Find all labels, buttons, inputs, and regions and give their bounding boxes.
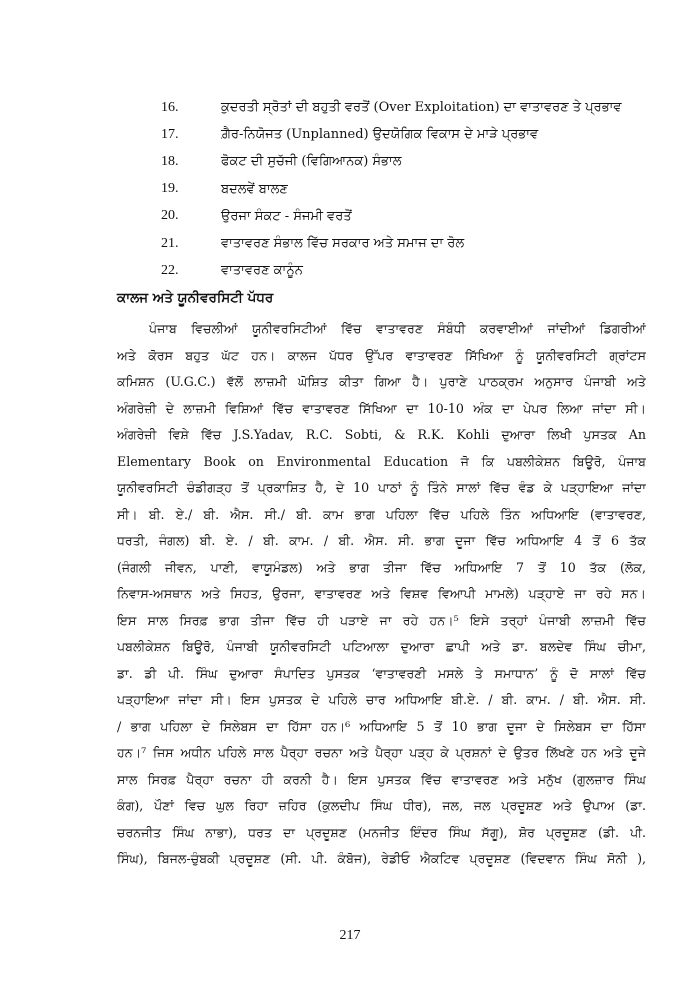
paragraph-line: ਅਤੇ ਕੋਰਸ ਬਹੁਤ ਘੱਟ ਹਨ। ਕਾਲਜ ਪੱਧਰ ਉੱਪਰ ਵਾਤਾਵਰਣ ਸਿੱਖਿਆ ਨੂੰ ਯੂਨੀਵਰਸਿਟੀ ਗ੍ਰਾਂਟਸ <box>117 347 646 363</box>
paragraph-line: ਯੂਨੀਵਰਸਿਟੀ ਚੰਡੀਗੜ੍ਹ ਤੋਂ ਪ੍ਰਕਾਸ਼ਿਤ ਹੈ, ਦੇ 10 ਪਾਠਾਂ ਨੂੰ ਤਿੰਨੇ ਸਾਲਾਂ ਵਿੱਚ ਵੰਡ ਕੇ ਪੜ੍ਹਾਇਆ ਜਾਂਦਾ <box>117 480 646 495</box>
list-item-number: 22. <box>161 262 179 278</box>
list-item-text: ਵਾਤਾਵਰਣ ਕਾਨੂੰਨ <box>221 263 303 279</box>
paragraph-line: ਕਮਿਸ਼ਨ (U.G.C.) ਵੱਲੋਂ ਲਾਜ਼ਮੀ ਘੋਸ਼ਿਤ ਕੀਤਾ ਗਿਆ ਹੈ। ਪੁਰਾਣੇ ਪਾਠਕ੍ਰਮ ਅਨੁਸਾਰ ਪੰਜਾਬੀ ਅਤੇ <box>117 374 646 389</box>
list-item-text: ਉਰਜਾ ਸੰਕਟ - ਸੰਜਮੀ ਵਰਤੋਂ <box>221 208 352 224</box>
list-item-text: ਗ਼ੈਰ-ਨਿਯੋਜਤ (Unplanned) ਉਦਯੋਗਿਕ ਵਿਕਾਸ ਦੇ ਮਾੜੇ ਪ੍ਰਭਾਵ <box>221 127 539 143</box>
paragraph-line: Elementary Book on Environmental Education ਜੋ ਕਿ ਪਬਲੀਕੇਸ਼ਨ ਬਿਊਰੋ, ਪੰਜਾਬ <box>117 453 646 469</box>
paragraph-line: ਅੰਗਰੇਜ਼ੀ ਵਿਸ਼ੇ ਵਿੱਚ J.S.Yadav, R.C. Sobti, & R.K. Kohli ਦੁਆਰਾ ਲਿਖੀ ਪੁਸਤਕ An <box>117 427 646 442</box>
list-item-text: ਬਦਲਵੇਂ ਬਾਲਣ <box>221 181 288 197</box>
paragraph-line: ਪੰਜਾਬ ਵਿਚਲੀਆਂ ਯੂਨੀਵਰਸਿਟੀਆਂ ਵਿੱਚ ਵਾਤਾਵਰਣ ਸੰਬੰਧੀ ਕਰਵਾਈਆਂ ਜਾਂਦੀਆਂ ਡਿਗਰੀਆਂ <box>149 321 646 336</box>
list-item <box>128 148 648 175</box>
paragraph-line: ਡਾ. ਡੀ ਪੀ. ਸਿੰਘ ਦੁਆਰਾ ਸੰਪਾਦਿਤ ਪੁਸਤਕ ‘ਵਾਤਾਵਰਣੀ ਮਸਲੇ ਤੇ ਸਮਾਧਾਨ’ ਨੂੰ ਦੋ ਸਾਲਾਂ ਵਿੱਚ <box>117 665 646 681</box>
list-item-number: 20. <box>161 208 179 224</box>
list-item <box>128 121 648 148</box>
list-item-number: 18. <box>161 153 179 169</box>
paragraph-line: (ਜੰਗਲੀ ਜੀਵਨ, ਪਾਣੀ, ਵਾਯੂਮੰਡਲ) ਅਤੇ ਭਾਗ ਤੀਜਾ ਵਿੱਚ ਅਧਿਆਇ 7 ਤੋਂ 10 ਤੱਕ (ਲੋਕ, <box>117 559 646 575</box>
list-item-number: 19. <box>161 181 179 197</box>
paragraph-line: ਇਸ ਸਾਲ ਸਿਰਫ਼ ਭਾਗ ਤੀਜਾ ਵਿੱਚ ਹੀ ਪੜਾਏ ਜਾ ਰਹੇ ਹਨ।⁵ ਇਸੇ ਤਰ੍ਹਾਂ ਪੰਜਾਬੀ ਲਾਜ਼ਮੀ ਵਿੱਚ <box>117 612 646 628</box>
list-item <box>128 230 648 257</box>
paragraph-line: ਧਰਤੀ, ਜੰਗਲ) ਬੀ. ਏ. / ਬੀ. ਕਾਮ. / ਬੀ. ਐਸ. ਸੀ. ਭਾਗ ਦੂਜਾ ਵਿੱਚ ਅਧਿਆਇ 4 ਤੋਂ 6 ਤੱਕ <box>117 533 646 548</box>
paragraph-line: ਸੀ। ਬੀ. ਏ./ ਬੀ. ਐਸ. ਸੀ./ ਬੀ. ਕਾਮ ਭਾਗ ਪਹਿਲਾ ਵਿੱਚ ਪਹਿਲੇ ਤਿੰਨ ਅਧਿਆਇ (ਵਾਤਾਵਰਣ, <box>117 506 646 522</box>
list-item <box>128 257 648 284</box>
list-item-number: 16. <box>161 99 179 115</box>
paragraph-line: ਪੜ੍ਹਾਇਆ ਜਾਂਦਾ ਸੀ। ਇਸ ਪੁਸਤਕ ਦੇ ਪਹਿਲੇ ਚਾਰ ਅਧਿਆਇ ਬੀ.ਏ. / ਬੀ. ਕਾਮ. / ਬੀ. ਐਸ. ਸੀ. <box>117 692 646 707</box>
body-paragraph <box>117 316 646 873</box>
numbered-list <box>128 94 648 284</box>
list-item-text: ਵਾਤਾਵਰਣ ਸੰਭਾਲ ਵਿੱਚ ਸਰਕਾਰ ਅਤੇ ਸਮਾਜ ਦਾ ਰੋਲ <box>221 236 465 252</box>
paragraph-line: ਹਨ।⁷ ਜਿਸ ਅਧੀਨ ਪਹਿਲੇ ਸਾਲ ਪੈਰ੍ਹਾ ਰਚਨਾ ਅਤੇ ਪੈਰ੍ਹਾ ਪੜ੍ਹ ਕੇ ਪ੍ਰਸ਼ਨਾਂ ਦੇ ਉਤਰ ਲਿੱਖਣੇ ਹਨ ਅਤੇ ਦੂਜੇ <box>117 745 646 760</box>
paragraph-line: ਅੰਗਰੇਜ਼ੀ ਦੇ ਲਾਜ਼ਮੀ ਵਿਸ਼ਿਆਂ ਵਿੱਚ ਵਾਤਾਵਰਣ ਸਿੱਖਿਆ ਦਾ 10-10 ਅੰਕ ਦਾ ਪੇਪਰ ਲਿਆ ਜਾਂਦਾ ਸੀ। <box>117 400 646 416</box>
paragraph-line: ਸਿੰਘ), ਬਿਜਲ-ਚੁੰਬਕੀ ਪ੍ਰਦੂਸ਼ਣ (ਸੀ. ਪੀ. ਕੰਬੋਜ), ਰੇਡੀਓ ਐਕਟਿਵ ਪ੍ਰਦੂਸ਼ਣ (ਵਿਦਵਾਨ ਸਿੰਘ ਸੋਨੀ ), <box>117 851 646 866</box>
list-item <box>128 176 648 203</box>
list-item-text: ਫੋਕਟ ਦੀ ਸੁਚੱਜੀ (ਵਿਗਿਆਨਕ) ਸੰਭਾਲ <box>221 154 402 170</box>
page-number: 217 <box>339 928 361 943</box>
list-item-number: 17. <box>161 126 179 142</box>
list-item-text: ਕੁਦਰਤੀ ਸ੍ਰੋਤਾਂ ਦੀ ਬਹੁਤੀ ਵਰਤੋਂ (Over Exploitation) ਦਾ ਵਾਤਾਵਰਣ ਤੇ ਪ੍ਰਭਾਵ <box>221 100 622 116</box>
paragraph-line: ਸਾਲ ਸਿਰਫ਼ ਪੈਰ੍ਹਾ ਰਚਨਾ ਹੀ ਕਰਨੀ ਹੈ। ਇਸ ਪੁਸਤਕ ਵਿੱਚ ਵਾਤਾਵਰਣ ਅਤੇ ਮਨੁੱਖ (ਗੁਲਜ਼ਾਰ ਸਿੰਘ <box>117 771 646 787</box>
paragraph-line: ਨਿਵਾਸ-ਅਸਥਾਨ ਅਤੇ ਸਿਹਤ, ਉਰਜਾ, ਵਾਤਾਵਰਣ ਅਤੇ ਵਿਸ਼ਵ ਵਿਆਪੀ ਮਾਮਲੇ) ਪੜ੍ਹਾਏ ਜਾ ਰਹੇ ਸਨ। <box>117 586 646 601</box>
list-item <box>128 94 648 121</box>
paragraph-line: ਕੰਗ), ਪੌਣਾਂ ਵਿਚ ਘੁਲ ਰਿਹਾ ਜ਼ਹਿਰ (ਕੁਲਦੀਪ ਸਿੰਘ ਧੀਰ), ਜਲ, ਜਲ ਪ੍ਰਦੂਸ਼ਣ ਅਤੇ ਉਪਾਅ (ਡਾ. <box>117 798 646 813</box>
paragraph-line: ਚਰਨਜੀਤ ਸਿੰਘ ਨਾਭਾ), ਧਰਤ ਦਾ ਪ੍ਰਦੂਸ਼ਣ (ਮਨਜੀਤ ਇੰਦਰ ਸਿੰਘ ਸੱਗੂ), ਸ਼ੋਰ ਪ੍ਰਦੂਸ਼ਣ (ਡੀ. ਪੀ. <box>117 824 646 840</box>
list-item-number: 21. <box>161 235 179 251</box>
list-item <box>128 203 648 230</box>
paragraph-line: / ਭਾਗ ਪਹਿਲਾ ਦੇ ਸਿਲੇਬਸ ਦਾ ਹਿੱਸਾ ਹਨ।⁶ ਅਧਿਆਇ 5 ਤੋਂ 10 ਭਾਗ ਦੂਜਾ ਦੇ ਸਿਲੇਬਸ ਦਾ ਹਿੱਸਾ <box>117 718 646 734</box>
paragraph-line: ਪਬਲੀਕੇਸ਼ਨ ਬਿਊਰੋ, ਪੰਜਾਬੀ ਯੂਨੀਵਰਸਿਟੀ ਪਟਿਆਲਾ ਦੁਆਰਾ ਛਾਪੀ ਅਤੇ ਡਾ. ਬਲਦੇਵ ਸਿੰਘ ਚੀਮਾ, <box>117 639 646 654</box>
section-heading: ਕਾਲਜ ਅਤੇ ਯੂਨੀਵਰਸਿਟੀ ਪੱਧਰ <box>117 290 274 306</box>
